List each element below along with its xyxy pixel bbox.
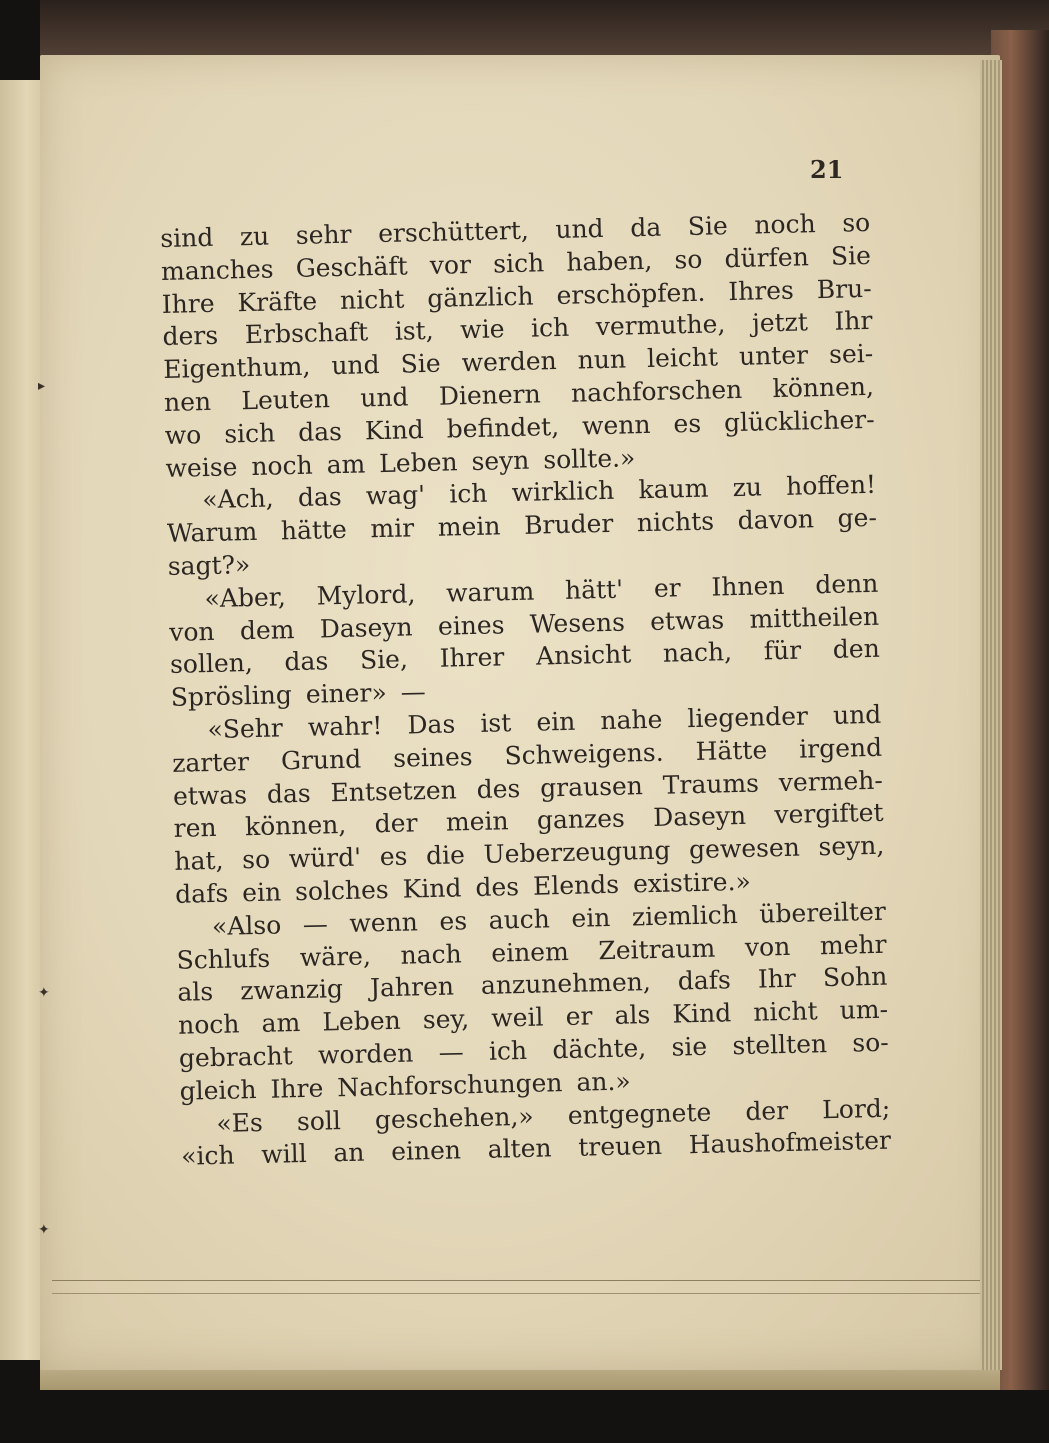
text-line: «Ach, das wag' ich wirklich kaum zu hoffen! <box>201 470 877 515</box>
text-line: nen Leuten und Dienern nachforschen können, <box>163 371 875 417</box>
text-line: «ich will an einen alten treuen Haushofmeister <box>180 1125 892 1172</box>
text-line: manches Geschäft vor sich haben, so dürfen Sie <box>160 240 872 286</box>
text-line: sind zu sehr erschüttert, und da Sie noch so <box>160 207 871 253</box>
page-rule <box>52 1293 992 1294</box>
page-number: 21 <box>810 155 844 184</box>
text-line: Sprösling einer» — <box>170 677 427 713</box>
text-line: sagt?» <box>167 550 251 581</box>
text-line: «Aber, Mylord, warum hätt' er Ihnen denn <box>204 568 879 613</box>
text-line: als zwanzig Jahren anzunehmen, dafs Ihr Sohn <box>177 962 888 1008</box>
margin-mark-icon: ✦ <box>38 985 50 1001</box>
text-line: von dem Daseyn eines Wesens etwas mittheilen <box>168 601 880 647</box>
page-text <box>160 207 891 1174</box>
text-line: gebracht worden — ich dächte, sie stellten so- <box>178 1027 890 1073</box>
margin-mark-icon: ▸ <box>38 378 46 394</box>
margin-mark-icon: ✦ <box>38 1222 50 1238</box>
text-line: ders Erbschaft ist, wie ich vermuthe, jetzt Ihr <box>162 306 873 352</box>
book-page <box>40 55 1000 1370</box>
text-line: «Sehr wahr! Das ist ein nahe liegender und <box>207 699 882 745</box>
text-line: hat, so würd' es die Ueberzeugung gewesen seyn, <box>174 830 885 876</box>
text-line: dafs ein solches Kind des Elends existire.» <box>174 866 752 909</box>
text-line: «Es soll geschehen,» entgegnete der Lord; <box>216 1093 891 1138</box>
text-line: noch am Leben sey, weil er als Kind nicht um- <box>177 994 889 1040</box>
text-line: Schlufs wäre, nach einem Zeitraum von mehr <box>176 929 887 975</box>
page-stack-edges <box>980 60 1002 1370</box>
text-line: zarter Grund seines Schweigens. Hätte irgend <box>171 732 883 778</box>
text-line: wo sich das Kind befindet, wenn es glücklicher- <box>164 404 875 450</box>
page-rule <box>52 1280 992 1281</box>
text-line: Eigenthum, und Sie werden nun leicht unter sei- <box>162 339 874 385</box>
text-line: etwas das Entsetzen des grausen Traums vermeh- <box>172 765 884 811</box>
text-line: ren können, der mein ganzes Daseyn vergiftet <box>173 798 884 844</box>
text-line: Warum hätte mir mein Bruder nichts davon ge- <box>166 502 878 549</box>
text-line: weise noch am Leben seyn sollte.» <box>165 442 636 483</box>
text-line: «Also — wenn es auch ein ziemlich übereilter <box>211 896 887 941</box>
text-line: sollen, das Sie, Ihrer Ansicht nach, für den <box>169 634 881 680</box>
text-line: gleich Ihre Nachforschungen an.» <box>179 1066 631 1106</box>
text-line: Ihre Kräfte nicht gänzlich erschöpfen. Ihres Bru- <box>161 273 872 319</box>
